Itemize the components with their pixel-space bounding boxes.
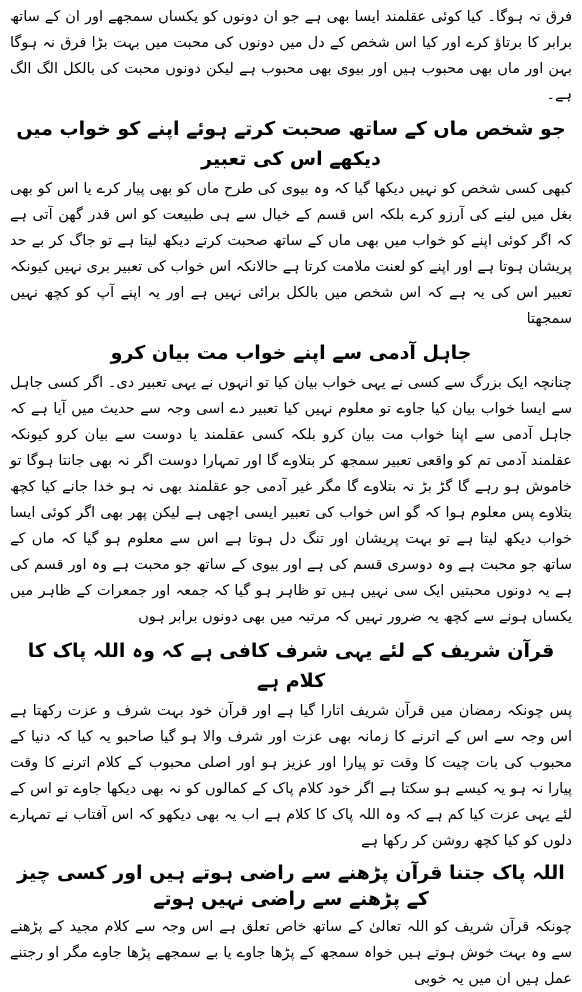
paragraph-quran-recitation: چونکہ قرآن شریف کو اللہ تعالیٰ کے ساتھ خاص تعلق ہے اس وجہ سے کلام مجید کے پڑھنے سے وہ بہت خوش ہوتے ہیں خواہ سمجھ کے پڑھا جاوے یا بے سمجھے پڑھا جاوے مگر او رجتنے عمل ہیں ان میں یہ خوبی (10, 919, 572, 987)
heading-quran-honor: قرآن شریف کے لئے یہی شرف کافی ہے کہ وہ اللہ پاک کا کلام ہے (27, 640, 555, 692)
paragraph-quran-honor: پس چونکہ رمضان میں قرآن شریف اتارا گیا ہے اور قرآن خود بہت شرف و عزت رکھتا ہے اس وجہ سے اس کے اترنے کا زمانہ بھی عزت اور شرف والا ہو گیا صاحبو یہ کیا کہ دنیا کے محبوب کی بات چیت کا وقت تو پیارا اور عزیز ہو اور اصلی محبوب کے کلام اترنے کا وقت پیارا نہ ہو یہ کیسے ہو سکتا ہے اگر خود کلام پاک کے کمالوں کو نہ بھی دیکھا جاوے تو اس کے لئے یہی عزت کیا کم ہے کہ وہ اللہ پاک کا کلام ہے اب یہ بھی دیکھو کہ اس آفتاب نے تمہارے دلوں کو کیا کچھ روشن کر رکھا ہے (10, 703, 572, 849)
paragraph-intro: فرق نہ ہوگا۔ کیا کوئی عقلمند ایسا بھی ہے جو ان دونوں کو یکساں سمجھے اور ان کے ساتھ برابر کا برتاؤ کرے اور کیا اس شخص کے دل میں دونوں کی محبت میں بہت بڑا فرق نہ ہوگا بہن اور ماں بھی محبوب ہیں اور بیوی بھی محبوب ہے لیکن دونوں محبت کی بالکل الگ الگ ہے۔ (10, 9, 572, 103)
heading-dream-interpretation: جو شخص ماں کے ساتھ صحبت کرتے ہوئے اپنے کو خواب میں دیکھے اس کی تعبیر (16, 118, 566, 170)
heading-ignorant-person: جاہل آدمی سے اپنے خواب مت بیان کرو (110, 342, 472, 364)
paragraph-ignorant-person: چنانچہ ایک بزرگ سے کسی نے یہی خواب بیان کیا تو انہوں نے یہی تعبیر دی۔ اگر کسی جاہل سے ایسا خواب بیان کیا جاوے تو معلوم نہیں کیا تعبیر دے اسی وجہ سے حدیث میں آیا ہے کہ جاہل آدمی سے اپنا خواب مت بیان کرو بلکہ کسی عقلمند یا دوست سے بیان کرو کیونکہ عقلمند آدمی تم کو واقعی تعبیر سمجھ کر بتلاوے گا اور تمہارا دوست اگر نہ بھی جانتا ہوگا تو خاموش ہو رہے گا گڑ بڑ نہ بتلاوے گا مگر غیر آدمی جو عقلمند بھی نہ ہو خدا جانے کیا کچھ بتلاوے پس معلوم ہوا کہ گو اس خواب کی تعبیر ایسی اچھی ہے لیکن پھر بھی اگر کوئی ایسا خواب دیکھ لیتا ہے تو بہت پریشان اور تنگ دل ہوتا ہے اس سے معلوم ہو گیا کہ ماں کے ساتھ جو محبت ہے وہ دوسری قسم کی ہے اور بیوی کے ساتھ جو محبت ہے وہ اور قسم کی ہے یہ دونوں محبتیں ایک سی نہیں ہیں تو ظاہر ہو گیا کہ جمعہ اور جمعرات کے ظاہر میں یکساں ہونے سے کچھ یہ ضرور نہیں کہ مرتبہ میں بھی دونوں برابر ہوں (10, 375, 572, 625)
paragraph-dream-interpretation: کبھی کسی شخص کو نہیں دیکھا گیا کہ وہ بیوی کی طرح ماں کو بھی پیار کرے یا اس کو بھی بغل میں لینے کی آرزو کرے بلکہ اس قسم کے خیال سے ہی طبیعت کو اس قدر گھن آتی ہے کہ اگر کوئی اپنے کو خواب میں بھی ماں کے ساتھ صحبت کرتے دیکھ لیتا ہے تو جاگ کر بے حد پریشان ہوتا ہے اور اپنے کو لعنت ملامت کرتا ہے حالانکہ اس خواب کی تعبیر بری نہیں کیونکہ تعبیر اس کی یہ ہے کہ اس شخص میں بالکل برائی نہیں ہے اور یہ اپنے آپ کو کچھ نہیں سمجھتا (10, 181, 572, 327)
heading-quran-recitation: اللہ پاک جتنا قرآن پڑھنے سے راضی ہوتے ہیں اور کسی چیز کے پڑھنے سے راضی نہیں ہوتے (17, 862, 565, 910)
